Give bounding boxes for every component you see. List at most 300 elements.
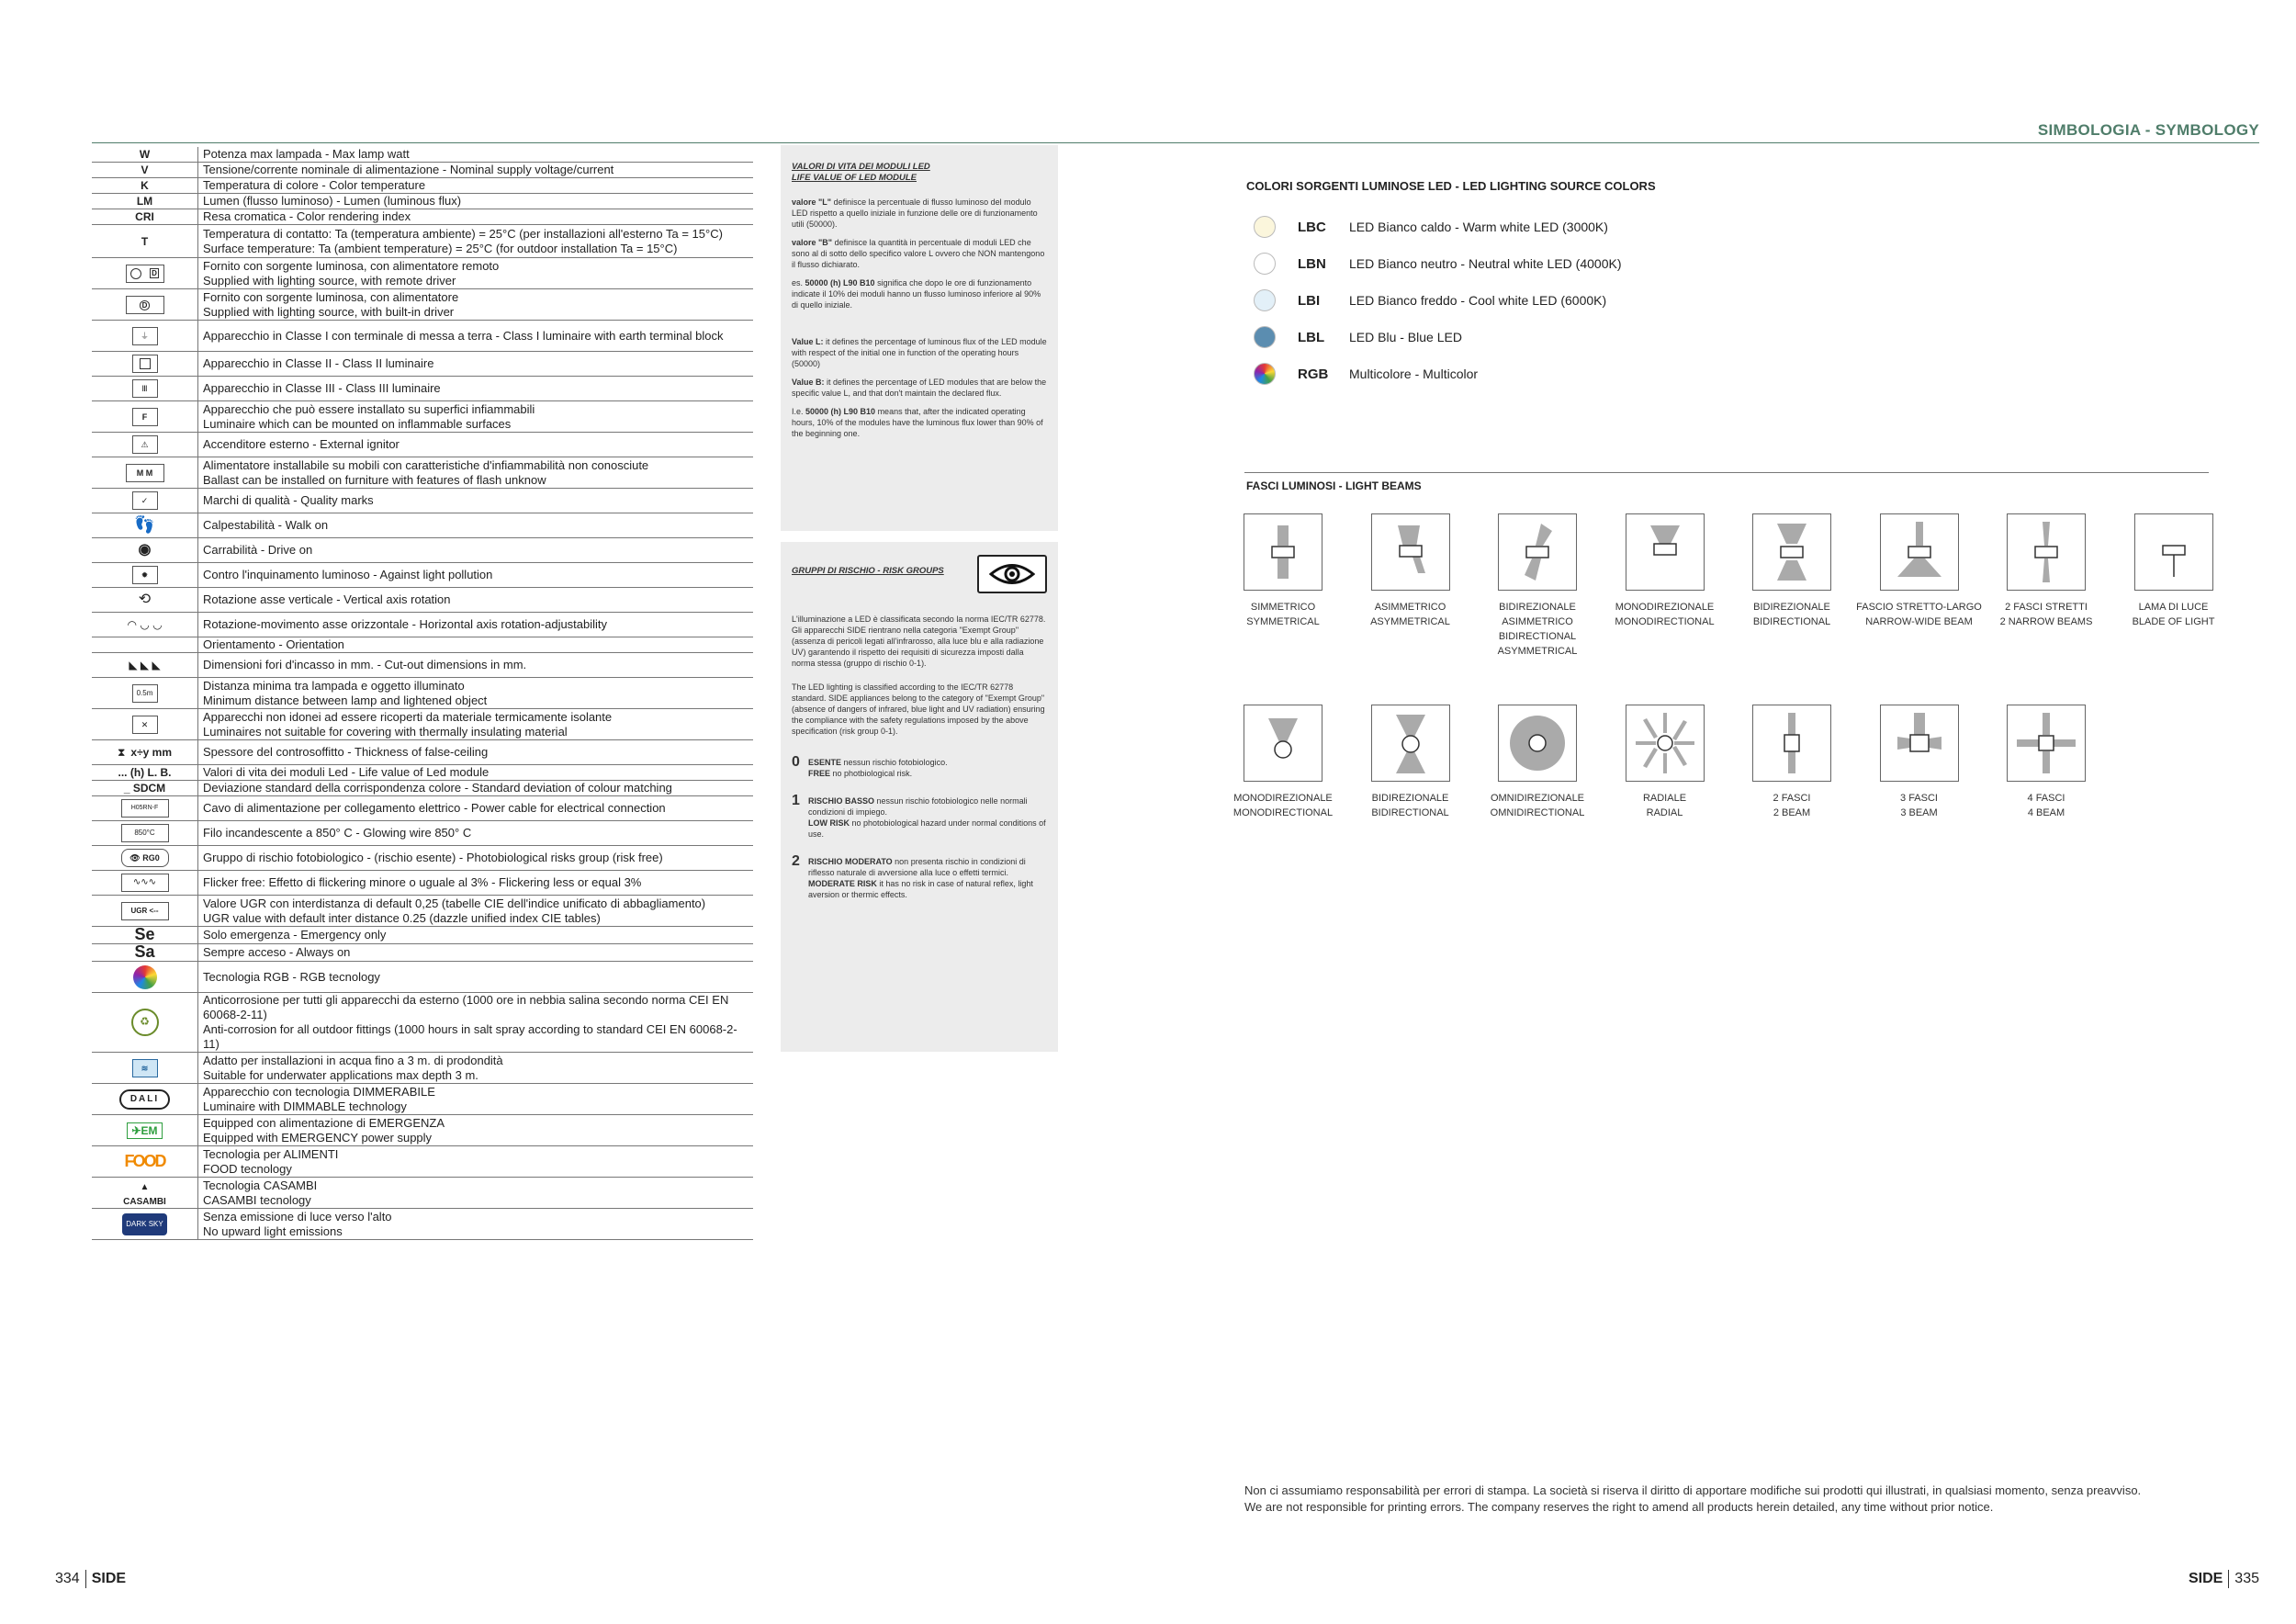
symbol-description (198, 1209, 754, 1240)
beam-item (1982, 705, 2110, 820)
risk-group (792, 795, 1047, 840)
symbol-description (198, 944, 754, 962)
symbol-description (198, 352, 754, 377)
symbol-text: Valore UGR con interdistanza di default 0,25 (tabelle CIE dell'indice unificato di abbagliamento) (203, 896, 706, 910)
risk-group-label-it: RISCHIO MODERATO (808, 857, 893, 866)
risk-intro-en: The LED lighting is classified according to the IEC/TR 62778 standard. SIDE appliances belong to the category of "Exempt Group" (absence of dangers of infrared, blue light and UV radiation) ensuring the compliance with the safety regulations imposed by the above specification (risk group 0-1). (792, 682, 1045, 736)
light-pollution-icon: ✹ (132, 567, 158, 581)
walk-on-icon: 👣 (134, 515, 155, 534)
beam-label-it: 2 FASCI STRETTI (2005, 602, 2088, 613)
symbol-code: ... (h) L. B. (118, 766, 172, 779)
symbol-row (92, 538, 753, 563)
casambi-icon: ▲ CASAMBI (123, 1181, 166, 1207)
symbol-description (198, 993, 754, 1053)
symbol-cell (92, 637, 198, 653)
beam-item (1601, 513, 1729, 629)
symbol-text-en: Luminaire with DIMMABLE technology (203, 1099, 407, 1113)
example-prefix-en: I.e. (792, 407, 806, 416)
symbol-cell (92, 401, 198, 433)
symbol-row (92, 1209, 753, 1240)
beam-label-en: 4 BEAM (2027, 807, 2065, 818)
symbol-row (92, 896, 753, 927)
risk-group-text-en: no photobiological hazard under normal conditions of use. (808, 818, 1046, 839)
header-divider (92, 142, 2259, 143)
symbol-code: _ SDCM (123, 782, 166, 795)
beam-diagram-icon (1498, 513, 1577, 591)
beam-item (1219, 513, 1347, 629)
page-number-right: 335 (2234, 1571, 2259, 1587)
symbol-row (92, 258, 753, 289)
led-color-label: Multicolore - Multicolor (1349, 367, 1479, 381)
symbol-text: Sempre acceso - Always on (203, 945, 351, 959)
symbol-cell (92, 1084, 198, 1115)
beam-label-en: 2 NARROW BEAMS (1999, 616, 2093, 627)
risk-group-text-it: nessun rischio fotobiologico nelle normali condizioni di impiego. (808, 796, 1028, 817)
risk-group-label-it: RISCHIO BASSO (808, 796, 875, 806)
beam-item (1219, 705, 1347, 820)
symbol-description (198, 377, 754, 401)
symbol-row (92, 321, 753, 352)
symbol-cell (92, 613, 198, 637)
symbol-row (92, 209, 753, 225)
symbol-description (198, 709, 754, 740)
symbol-description (198, 1178, 754, 1209)
brand-right: SIDE (2188, 1571, 2223, 1587)
symbol-description (198, 613, 754, 637)
symbol-row (92, 588, 753, 613)
symbol-text: Dimensioni fori d'incasso in mm. - Cut-out dimensions in mm. (203, 658, 527, 671)
rgb-icon (133, 969, 157, 983)
dali-icon: DALI (119, 1090, 170, 1104)
led-color-label: LED Blu - Blue LED (1349, 330, 1462, 344)
symbol-text: Fornito con sorgente luminosa, con alimentatore remoto (203, 258, 500, 273)
beam-label-en: NARROW-WIDE BEAM (1865, 616, 1973, 627)
beam-diagram-icon (1498, 705, 1577, 782)
risk-group-text-en: it has no risk in case of natural reflex, light aversion or thermic effects. (808, 879, 1033, 899)
beam-diagram-icon (2134, 513, 2213, 591)
beam-diagram-icon (1752, 513, 1831, 591)
symbol-description (198, 401, 754, 433)
beam-item (1346, 705, 1475, 820)
symbol-code: Se (134, 925, 155, 943)
symbol-description (198, 178, 754, 194)
example-text-en: means that, after the indicated operating hours, 10% of the modules have the luminous flux lower than 90% of the beginning one. (792, 407, 1043, 438)
symbol-cell (92, 821, 198, 846)
beam-item (1982, 513, 2110, 629)
symbol-cell (92, 457, 198, 489)
symbol-cell (92, 993, 198, 1053)
beam-item (2110, 513, 2238, 629)
symbol-text: Apparecchio con tecnologia DIMMERABILE (203, 1084, 435, 1099)
underwater-icon: ≋ (132, 1060, 158, 1074)
symbol-text: Carrabilità - Drive on (203, 543, 313, 557)
symbol-description (198, 209, 754, 225)
beam-item (1473, 705, 1602, 820)
symbol-row (92, 653, 753, 678)
symbol-row (92, 433, 753, 457)
risk-group-text-it: nessun rischio fotobiologico. (841, 758, 948, 767)
beam-diagram-icon (2007, 705, 2086, 782)
symbol-text: Temperatura di contatto: Ta (temperatura ambiente) = 25°C (per installazioni all'esterno Ta = 15°C) (203, 226, 723, 241)
led-color-code: LBN (1298, 255, 1326, 272)
mm-furniture-icon: M M (126, 465, 164, 479)
dark-sky-icon: DARK SKY (122, 1215, 166, 1229)
symbol-text-en: Supplied with lighting source, with built-in driver (203, 304, 455, 319)
symbol-cell (92, 513, 198, 538)
symbol-text: Rotazione-movimento asse orizzontale - Horizontal axis rotation-adjustability (203, 617, 608, 631)
symbol-row (92, 401, 753, 433)
symbol-row (92, 377, 753, 401)
page-title: SIMBOLOGIA - SYMBOLOGY (2037, 121, 2259, 139)
symbol-description (198, 489, 754, 513)
symbol-description (198, 321, 754, 352)
symbol-text: Apparecchio che può essere installato su superfici infiammabili (203, 401, 535, 416)
symbol-row (92, 781, 753, 796)
led-life-title-en: LIFE VALUE OF LED MODULE (792, 173, 917, 183)
led-color-swatch (1254, 216, 1276, 238)
page-number-left: 334 (55, 1571, 80, 1587)
symbol-row (92, 944, 753, 962)
beam-item (1855, 513, 1984, 629)
risk-group (792, 853, 1047, 900)
symbol-cell (92, 846, 198, 871)
symbol-row (92, 1053, 753, 1084)
symbol-row (92, 289, 753, 321)
symbol-row (92, 846, 753, 871)
symbol-cell (92, 147, 198, 163)
symbol-cell (92, 352, 198, 377)
beam-diagram-icon (1880, 705, 1959, 782)
symbol-description (198, 1053, 754, 1084)
risk-intro-it: L'illuminazione a LED è classificata secondo la norma IEC/TR 62778. Gli apparecchi SIDE rientrano nella categoria "Exempt Group" (assenza di pericoli legati all'infrarosso, alla luce blu e alla radiazione UV) garantendo il rispetto dei requisiti di sicurezza imposti dalla norma stessa (gruppo di rischio 0-1). (792, 615, 1046, 668)
symbol-description (198, 563, 754, 588)
beam-label-en: BLADE OF LIGHT (2132, 616, 2215, 627)
class-iii-icon: Ⅲ (132, 380, 158, 394)
flicker-free-icon: ∿∿∿ (121, 874, 169, 888)
beam-label-it: OMNIDIREZIONALE (1490, 793, 1585, 804)
symbol-description (198, 163, 754, 178)
symbol-description (198, 289, 754, 321)
symbol-code: W (139, 148, 151, 161)
beam-diagram-icon (2007, 513, 2086, 591)
symbol-text: Apparecchio in Classe I con terminale di messa a terra - Class I luminaire with earth terminal block (203, 328, 724, 343)
symbol-text: Lumen (flusso luminoso) - Lumen (luminous flux) (203, 194, 462, 208)
symbol-cell (92, 258, 198, 289)
light-beams-title: FASCI LUMINOSI - LIGHT BEAMS (1246, 479, 1422, 492)
beam-label-it: RADIALE (1642, 793, 1687, 804)
beam-item (1728, 513, 1856, 629)
symbol-cell (92, 433, 198, 457)
value-b-label: valore "B" (792, 238, 833, 247)
beam-label-en: RADIAL (1646, 807, 1683, 818)
symbol-row (92, 1084, 753, 1115)
vertical-rotation-icon: ⟲ (138, 592, 152, 607)
symbol-description (198, 637, 754, 653)
drive-on-icon: ◉ (138, 542, 152, 558)
symbol-text: Temperatura di colore - Color temperature (203, 178, 426, 192)
symbol-text: Apparecchio in Classe II - Class II luminaire (203, 356, 434, 370)
symbol-description (198, 433, 754, 457)
symbol-text: Tecnologia per ALIMENTI (203, 1146, 339, 1161)
symbol-description (198, 678, 754, 709)
beam-diagram-icon (1244, 513, 1322, 591)
symbol-text: Contro l'inquinamento luminoso - Against light pollution (203, 568, 493, 581)
symbol-text: Rotazione asse verticale - Vertical axis rotation (203, 592, 451, 606)
eye-icon (977, 555, 1047, 593)
led-life-title-it: VALORI DI VITA DEI MODULI LED (792, 162, 930, 172)
symbol-cell (92, 1053, 198, 1084)
symbol-text-en: Ballast can be installed on furniture with features of flash unknow (203, 472, 546, 487)
symbol-description (198, 653, 754, 678)
symbol-code: CRI (135, 210, 154, 223)
symbol-cell (92, 796, 198, 821)
risk-groups-title: GRUPPI DI RISCHIO - RISK GROUPS (792, 566, 944, 576)
horizontal-rotation-icon: ◠ ◡ ◡ (127, 618, 163, 631)
led-life-panel (781, 145, 1058, 531)
symbol-row (92, 962, 753, 993)
symbol-text: Marchi di qualità - Quality marks (203, 493, 374, 507)
symbol-text: Flicker free: Effetto di flickering minore o uguale al 3% - Flickering less or equal 3% (203, 875, 642, 889)
footer-left (55, 1570, 126, 1588)
beam-label-it: BIDIREZIONALE (1371, 793, 1449, 804)
symbol-cell (92, 588, 198, 613)
symbol-row (92, 1178, 753, 1209)
symbol-code: V (141, 164, 149, 176)
beam-diagram-icon (1371, 513, 1450, 591)
symbol-row (92, 194, 753, 209)
symbol-code: Sa (134, 942, 155, 961)
beams-divider (1244, 472, 2209, 473)
symbol-description (198, 258, 754, 289)
symbol-row (92, 927, 753, 944)
false-ceiling-icon: ⧗ (117, 746, 126, 759)
symbol-cell (92, 944, 198, 962)
risk-group-text-it: non presenta rischio in condizioni di riflesso naturale di avversione alla luce o effetti termici. (808, 857, 1026, 877)
symbol-text-en: FOOD tecnology (203, 1161, 292, 1176)
beam-label-en: OMNIDIRECTIONAL (1490, 807, 1585, 818)
symbol-text-en: Suitable for underwater applications max depth 3 m. (203, 1067, 478, 1082)
insulating-icon: ✕ (132, 716, 158, 730)
beam-label-it: SIMMETRICO (1250, 602, 1316, 613)
symbol-code: T (141, 234, 149, 248)
symbol-description (198, 1084, 754, 1115)
beam-diagram-icon (1244, 705, 1322, 782)
symbol-description (198, 740, 754, 765)
value-b-text-en: it defines the percentage of LED modules that are below the specific value L, and that don't maintain the declared flux. (792, 378, 1047, 398)
symbol-row (92, 637, 753, 653)
beam-label-it: LAMA DI LUCE (2138, 602, 2209, 613)
symbol-row (92, 563, 753, 588)
beam-label-it: ASIMMETRICO (1374, 602, 1446, 613)
symbol-text: Potenza max lampada - Max lamp watt (203, 147, 410, 161)
symbol-row (92, 457, 753, 489)
beam-label-it: BIDIREZIONALE (1753, 602, 1830, 613)
led-color-row (1254, 323, 1462, 351)
beam-label-it: BIDIREZIONALE ASIMMETRICO (1499, 602, 1576, 627)
symbol-description (198, 225, 754, 258)
symbol-code: LM (136, 195, 153, 208)
symbol-row (92, 993, 753, 1053)
symbol-cell (92, 896, 198, 927)
beam-label-en: MONODIRECTIONAL (1615, 616, 1715, 627)
risk-group-label-it: ESENTE (808, 758, 842, 767)
symbol-row (92, 352, 753, 377)
beam-item (1473, 513, 1602, 659)
beam-item (1728, 705, 1856, 820)
symbol-text-en: Equipped with EMERGENCY power supply (203, 1130, 433, 1145)
led-color-code: LBC (1298, 219, 1326, 235)
symbol-description (198, 821, 754, 846)
food-icon: FOOD (124, 1151, 165, 1170)
symbol-text: Anticorrosione per tutti gli apparecchi da esterno (1000 ore in nebbia salina secondo norma CEI EN 60068-2-11) (203, 993, 729, 1021)
led-color-swatch (1254, 253, 1276, 275)
beam-label-en: SYMMETRICAL (1246, 616, 1320, 627)
symbol-text: Resa cromatica - Color rendering index (203, 209, 411, 223)
symbol-text: Apparecchi non idonei ad essere ricoperti da materiale termicamente isolante (203, 709, 613, 724)
symbol-text: Equipped con alimentazione di EMERGENZA (203, 1115, 445, 1130)
symbol-cell (92, 377, 198, 401)
symbol-cell (92, 289, 198, 321)
risk-group (792, 754, 1047, 779)
symbol-text: Alimentatore installabile su mobili con caratteristiche d'infiammabilità non conosciute (203, 457, 649, 472)
ugr-icon: UGR <-- (121, 903, 169, 917)
symbol-cell (92, 225, 198, 258)
symbol-description (198, 896, 754, 927)
symbol-row (92, 163, 753, 178)
led-color-code: LBL (1298, 329, 1325, 345)
symbol-cell (92, 1178, 198, 1209)
symbol-row (92, 821, 753, 846)
symbol-cell (92, 962, 198, 993)
symbol-text: Distanza minima tra lampada e oggetto illuminato (203, 678, 465, 693)
beam-diagram-icon (1626, 513, 1705, 591)
symbol-cell (92, 321, 198, 352)
beam-label-en: 3 BEAM (1900, 807, 1938, 818)
beam-label-it: FASCIO STRETTO-LARGO (1856, 602, 1982, 613)
beam-diagram-icon (1752, 705, 1831, 782)
symbol-code: x÷y mm (130, 746, 173, 759)
symbol-description (198, 1115, 754, 1146)
symbol-text: Apparecchio in Classe III - Class III luminaire (203, 381, 441, 395)
led-color-swatch (1254, 289, 1276, 311)
beam-label-en: BIDIRECTIONAL (1371, 807, 1449, 818)
flammable-surface-icon: F (132, 409, 158, 423)
symbol-text: Adatto per installazioni in acqua fino a 3 m. di prodondità (203, 1053, 503, 1067)
value-l-label-en: Value L: (792, 337, 824, 346)
risk-group-label-en: FREE (808, 769, 831, 778)
symbol-row (92, 871, 753, 896)
example-code: 50000 (h) L90 B10 (805, 278, 875, 288)
led-color-swatch (1254, 363, 1276, 385)
example-prefix: es. (792, 278, 805, 288)
beam-label-it: MONODIREZIONALE (1233, 793, 1333, 804)
quality-marks-icon: ✓ (132, 492, 158, 506)
symbol-text-en: Luminaire which can be mounted on inflammable surfaces (203, 416, 512, 431)
symbol-code: K (141, 179, 149, 192)
beam-label-it: MONODIREZIONALE (1615, 602, 1715, 613)
symbol-cell (92, 1209, 198, 1240)
symbol-row (92, 765, 753, 781)
value-l-text-en: it defines the percentage of luminous flux of the LED module with respect of the initial one in function of the operating hours (50000) (792, 337, 1047, 368)
symbol-row (92, 147, 753, 163)
beam-item (1855, 705, 1984, 820)
symbol-text: Cavo di alimentazione per collegamento elettrico - Power cable for electrical connection (203, 801, 666, 815)
symbol-description (198, 846, 754, 871)
symbol-description (198, 927, 754, 944)
risk-group-text-en: no photbiological risk. (830, 769, 913, 778)
disclaimer-it: Non ci assumiamo responsabilità per errori di stampa. La società si riserva il diritto di apportare modifiche sui prodotti qui illustrati, in qualsiasi momento, senza preavviso. (1244, 1483, 2142, 1497)
symbol-cell (92, 927, 198, 944)
symbol-text: Solo emergenza - Emergency only (203, 928, 387, 942)
symbol-text: Gruppo di rischio fotobiologico - (rischio esente) - Photobiological risks group (risk free) (203, 851, 663, 864)
symbol-text: Fornito con sorgente luminosa, con alimentatore (203, 289, 459, 304)
symbol-description (198, 513, 754, 538)
led-colors-title: COLORI SORGENTI LUMINOSE LED - LED LIGHTING SOURCE COLORS (1246, 179, 1656, 193)
symbol-text: Tecnologia RGB - RGB tecnology (203, 969, 380, 984)
beam-diagram-icon (1880, 513, 1959, 591)
symbol-row (92, 178, 753, 194)
symbol-cell (92, 1146, 198, 1178)
rg0-icon: 👁 RG0 (121, 850, 169, 863)
symbol-row (92, 613, 753, 637)
distance-icon: 0.5m (132, 685, 158, 699)
symbol-row (92, 1115, 753, 1146)
brand-left: SIDE (91, 1571, 127, 1587)
symbol-text: Filo incandescente a 850° C - Glowing wire 850° C (203, 826, 472, 840)
symbol-description (198, 457, 754, 489)
symbol-text-en: UGR value with default inter distance 0.25 (dazzle unified index CIE tables) (203, 910, 601, 925)
symbol-cell (92, 209, 198, 225)
symbol-row (92, 796, 753, 821)
example-code-en: 50000 (h) L90 B10 (805, 407, 876, 416)
symbol-text: Accenditore esterno - External ignitor (203, 437, 400, 451)
symbology-table (92, 147, 753, 1240)
symbol-cell (92, 163, 198, 178)
builtin-driver-icon: D (126, 297, 164, 310)
symbol-cell (92, 871, 198, 896)
risk-group-label-en: LOW RISK (808, 818, 850, 828)
symbol-cell (92, 538, 198, 563)
value-b-text: definisce la quantità in percentuale di moduli LED che sono al di sotto dello specifico valore L ovvero che NON mantengono il flusso dichiarato. (792, 238, 1045, 269)
symbol-text: Spessore del controsoffitto - Thickness of false-ceiling (203, 745, 489, 759)
beam-label-en: BIDIRECTIONAL ASYMMETRICAL (1497, 631, 1578, 657)
beam-label-it: 3 FASCI (1900, 793, 1938, 804)
symbol-text-en: Luminaires not suitable for covering with thermally insulating material (203, 724, 568, 739)
value-b-label-en: Value B: (792, 378, 825, 387)
beam-label-en: MONODIRECTIONAL (1232, 807, 1334, 818)
cutout-icon: ◣ ◣ ◣ (129, 659, 161, 671)
emergency-icon: ✈EM (127, 1123, 162, 1137)
risk-group-number: 2 (792, 853, 800, 869)
symbol-description (198, 538, 754, 563)
symbol-text: Calpestabilità - Walk on (203, 518, 329, 532)
beam-label-en: 2 BEAM (1773, 807, 1811, 818)
beam-diagram-icon (1371, 705, 1450, 782)
footer-right (2189, 1570, 2259, 1588)
symbol-cell (92, 678, 198, 709)
symbol-text: Orientamento - Orientation (203, 637, 344, 651)
beam-item (1346, 513, 1475, 629)
beam-diagram-icon (1626, 705, 1705, 782)
glowing-wire-icon: 850°C (121, 825, 169, 839)
symbol-description (198, 588, 754, 613)
led-color-label: LED Bianco caldo - Warm white LED (3000K) (1349, 220, 1608, 234)
external-ignitor-icon: ⚠ (132, 436, 158, 450)
beam-label-en: ASYMMETRICAL (1370, 616, 1450, 627)
symbol-text: Tecnologia CASAMBI (203, 1178, 318, 1192)
led-color-row (1254, 213, 1608, 241)
beam-label-en: BIDIRECTIONAL (1752, 616, 1831, 627)
